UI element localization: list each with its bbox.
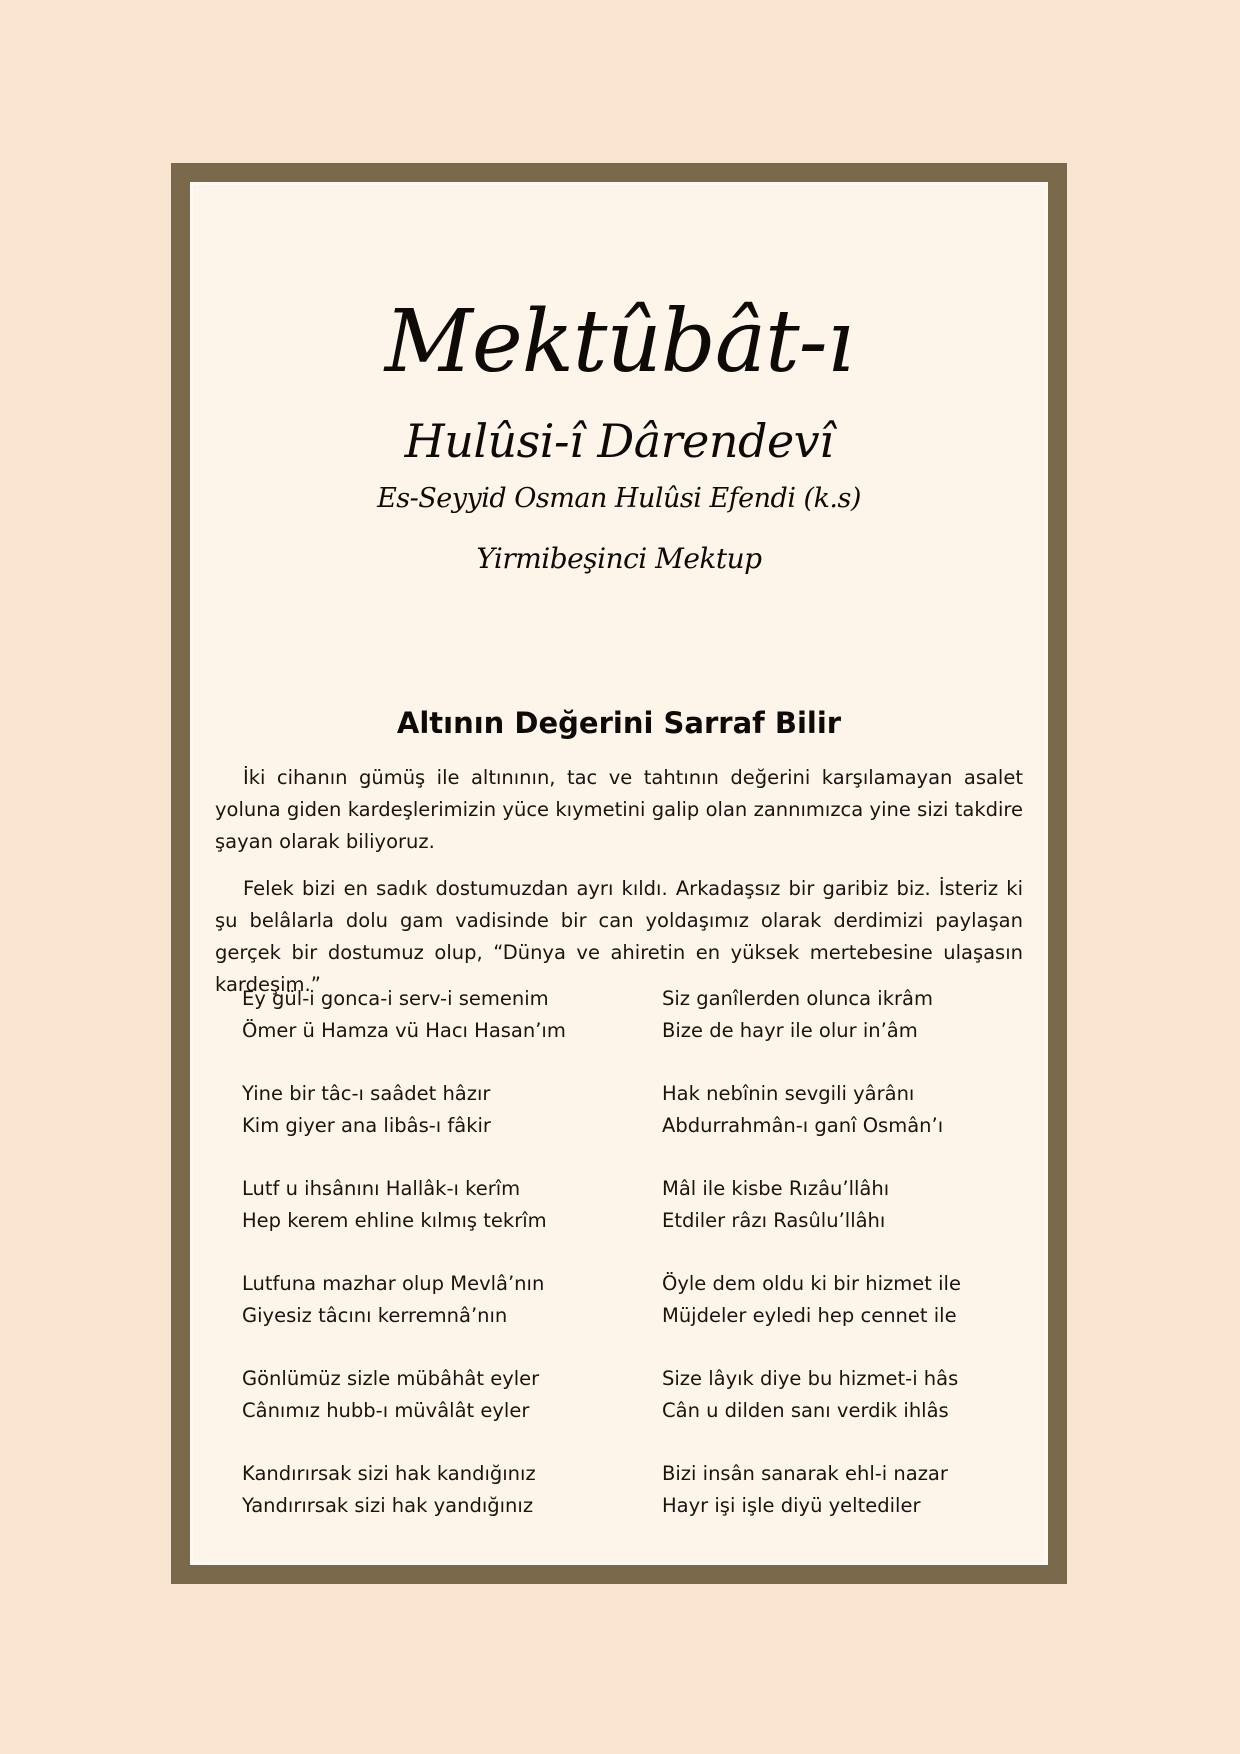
poem-line: Lutfuna mazhar olup Mevlâ’nın [242,1272,545,1295]
poem-stanza [242,1458,1092,1553]
poem-stanza [242,1078,1092,1173]
poem-line: Yandırırsak sizi hak yandığınız [242,1494,534,1517]
poem-line: Öyle dem oldu ki bir hizmet ile [662,1272,961,1295]
stanza-right-column [662,1458,1062,1553]
stanza-right-column [662,1268,1062,1363]
poem-line: Ömer ü Hamza vü Hacı Hasan’ım [242,1019,566,1042]
poem-stanza [242,1173,1092,1268]
stanza-right-column [662,1078,1062,1173]
book-subtitle: Hulûsi-î Dârendevî [404,414,834,468]
poem-line: Size lâyık diye bu hizmet-i hâs [662,1367,959,1390]
poem-stanza [242,1363,1092,1458]
stanza-right-column [662,1173,1062,1268]
poem-line: Ey gül-i gonca-i serv-i semenim [242,987,549,1010]
poem-line: Etdiler râzı Rasûlu’llâhı [662,1209,886,1232]
poem-stanza [242,1268,1092,1363]
poem-line: Hak nebînin sevgili yârânı [662,1082,915,1105]
page-panel [190,182,1048,1565]
poem-line: Cân u dilden sanı verdik ihlâs [662,1399,949,1422]
stanza-left-column [242,1268,662,1363]
poem-line: Gönlümüz sizle mübâhât eyler [242,1367,540,1390]
poem-stanza [242,983,1092,1078]
page-frame [171,163,1067,1584]
poem-line: Cânımız hubb-ı müvâlât eyler [242,1399,530,1422]
stanza-left-column [242,983,662,1078]
stanza-right-column [662,1363,1062,1458]
poem-line: Bize de hayr ile olur in’âm [662,1019,918,1042]
poem-line: Kandırırsak sizi hak kandığınız [242,1462,536,1485]
poem-line: Hayr işi işle diyü yeltediler [662,1494,921,1517]
book-title: Mektûbât-ı [384,292,854,392]
stanza-left-column [242,1363,662,1458]
poem-line: Hep kerem ehline kılmış tekrîm [242,1209,547,1232]
poem-line: Yine bir tâc-ı saâdet hâzır [242,1082,491,1105]
poem-line: Abdurrahmân-ı ganî Osmân’ı [662,1114,944,1137]
paragraph: Felek bizi en sadık dostumuzdan ayrı kıldı. Arkadaşsız bir garibiz biz. İsteriz ki şu belâlarla dolu gam vadisinde bir can yoldaşımız olarak derdimizi paylaşan gerçek bir dostumuz olup, “Dünya ve ahiretin en yüksek mertebesine ulaşasın kardeşim.” [215,877,1023,996]
stanza-left-column [242,1078,662,1173]
poem-line: Kim giyer ana libâs-ı fâkir [242,1114,491,1137]
poem [242,983,1092,1553]
page-content [215,185,1023,1562]
poem-line: Bizi insân sanarak ehl-i nazar [662,1462,948,1485]
stanza-left-column [242,1458,662,1553]
poem-line: Siz ganîlerden olunca ikrâm [662,987,933,1010]
section-heading: Altının Değerini Sarraf Bilir [396,706,842,740]
poem-line: Lutf u ihsânını Hallâk-ı kerîm [242,1177,521,1200]
stanza-left-column [242,1173,662,1268]
poem-line: Mâl ile kisbe Rızâu’llâhı [662,1177,890,1200]
poem-line: Müjdeler eyledi hep cennet ile [662,1304,957,1327]
poem-line: Giyesiz tâcını kerremnâ’nın [242,1304,508,1327]
stanza-right-column [662,983,1062,1078]
author-name: Es-Seyyid Osman Hulûsi Efendi (k.s) [377,483,861,514]
letter-number: Yirmibeşinci Mektup [476,542,762,575]
paragraph: İki cihanın gümüş ile altınının, tac ve tahtının değerini karşılamayan asalet yoluna giden kardeşlerimizin yüce kıymetini galip olan zannımızca yine sizi takdire şayan olarak biliyoruz. [215,766,1023,853]
